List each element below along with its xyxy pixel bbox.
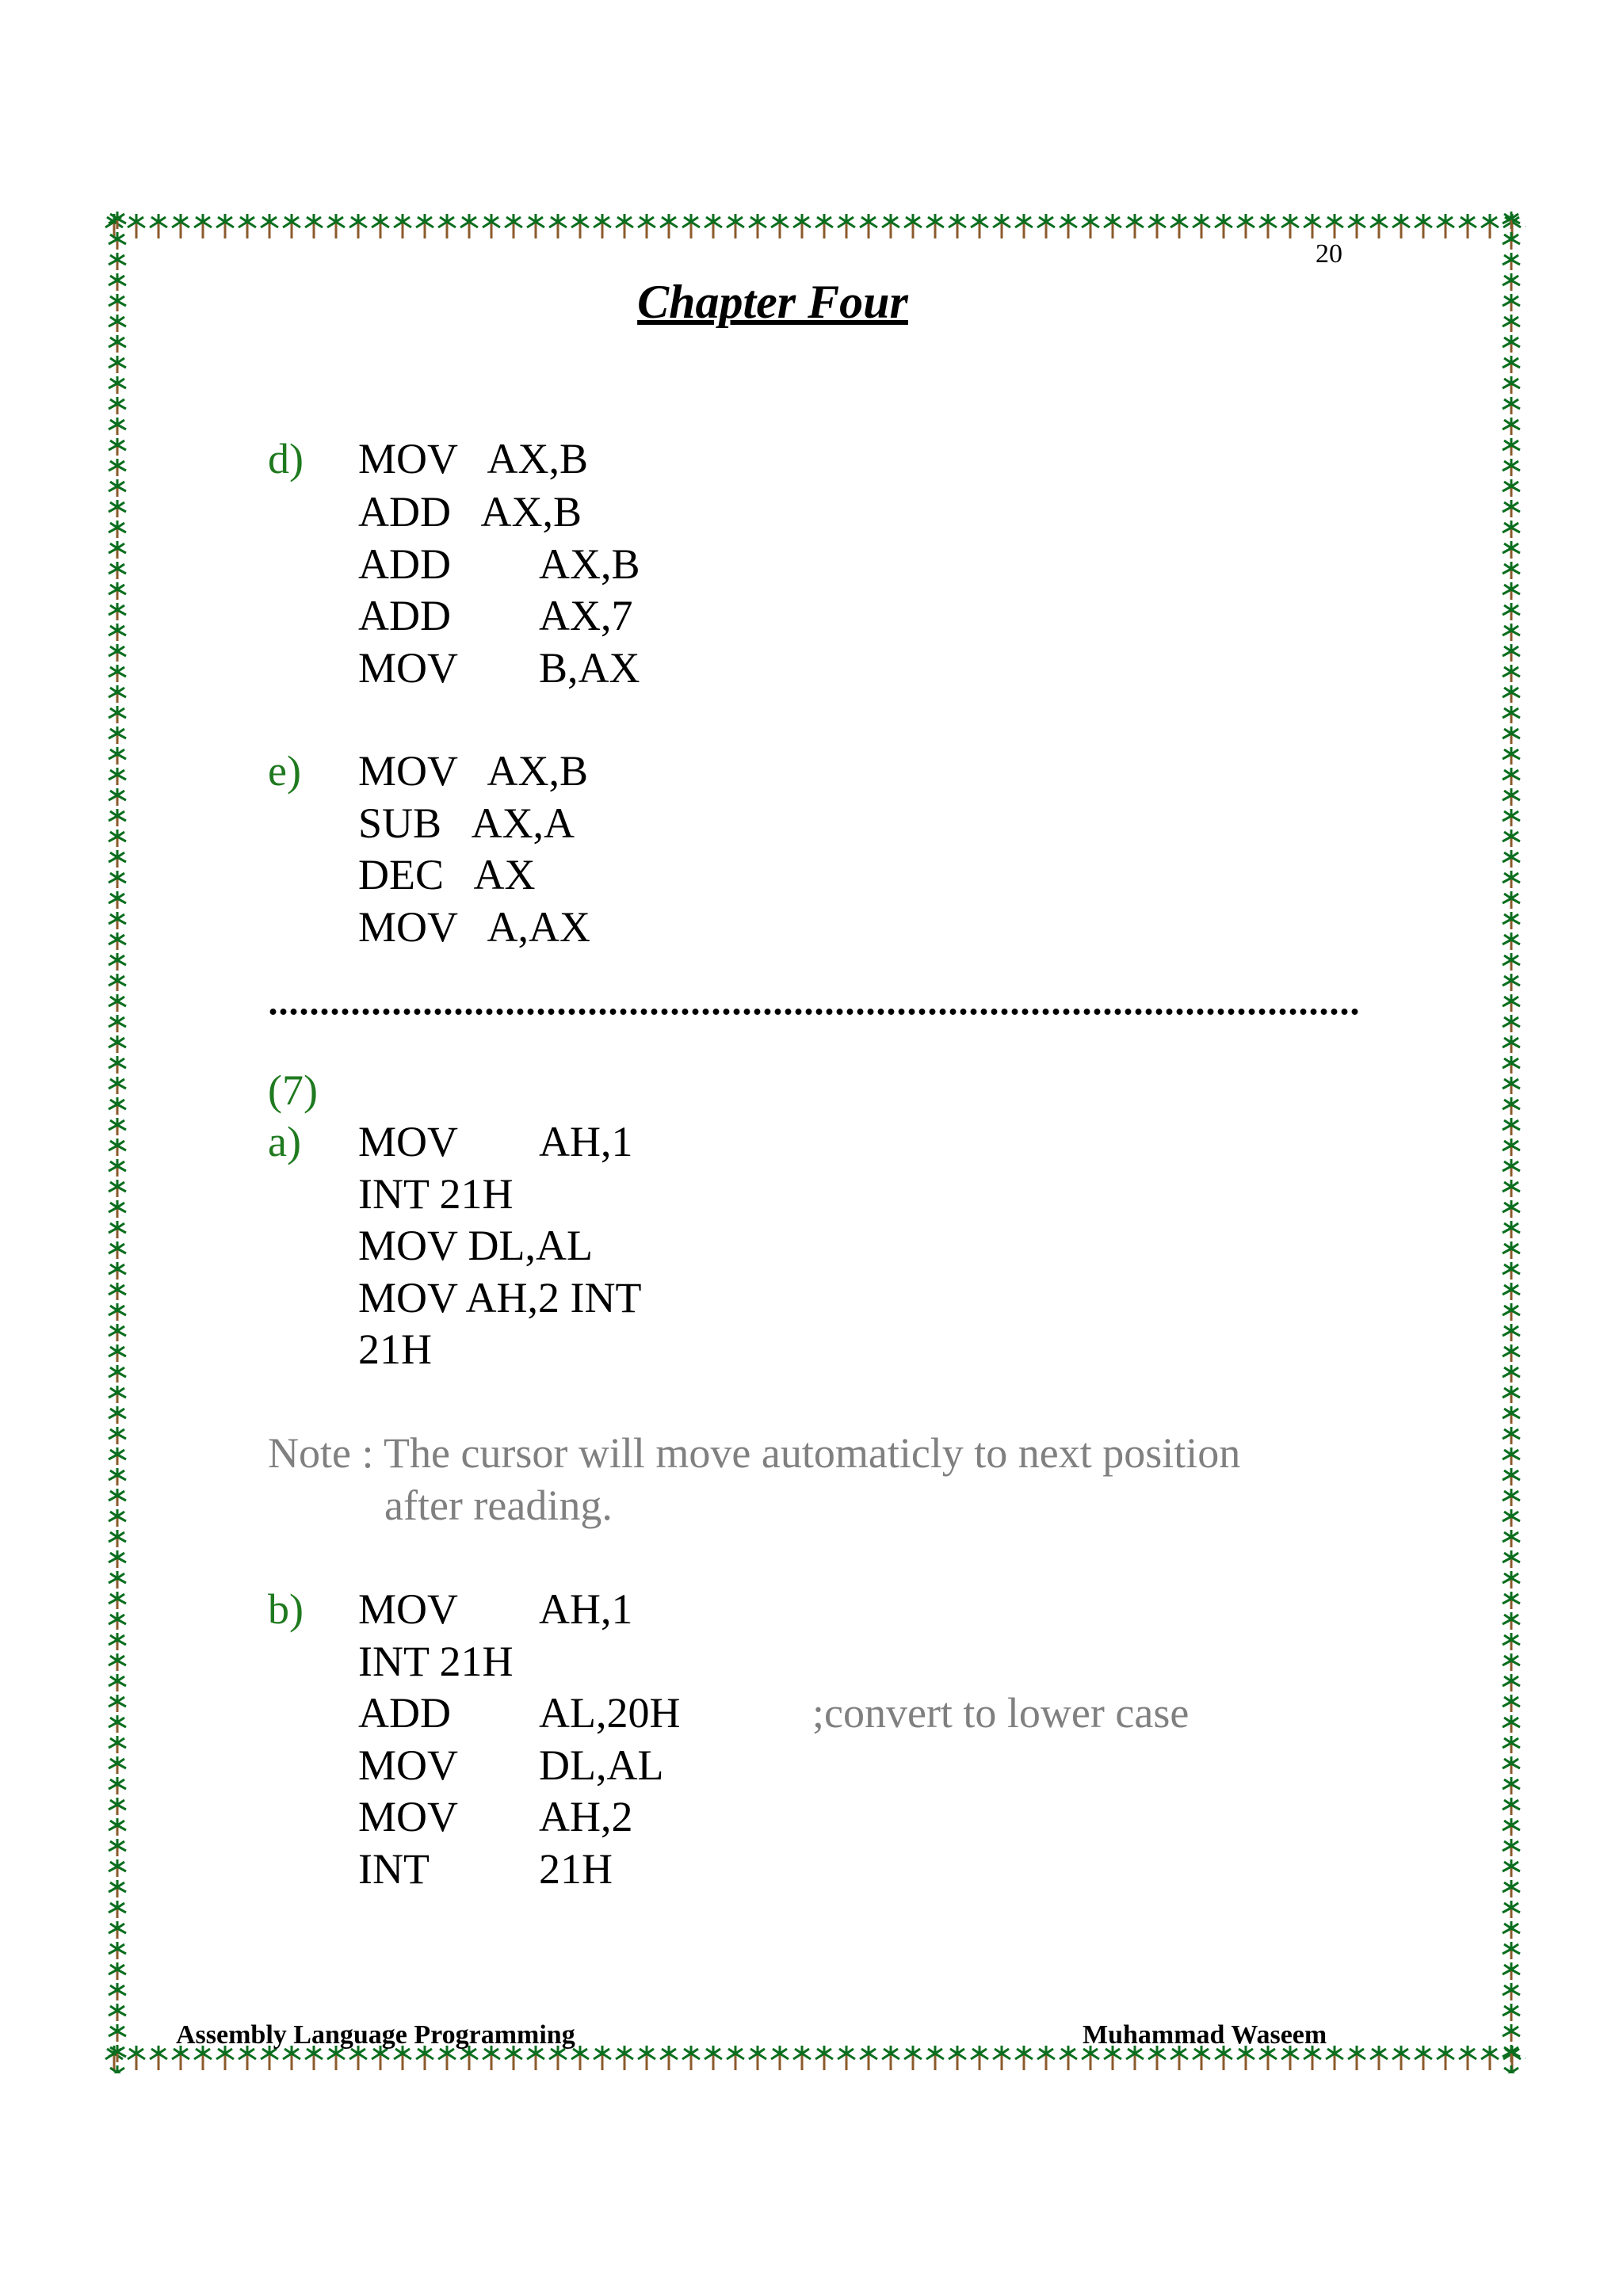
code-line: SUB AX,A bbox=[358, 799, 575, 847]
code-op: MOV bbox=[358, 1741, 459, 1789]
code-operand: AH,2 bbox=[539, 1793, 633, 1840]
part-b-label: b) bbox=[268, 1585, 304, 1633]
part-a-label: a) bbox=[268, 1118, 301, 1165]
footer-title: Assembly Language Programming bbox=[176, 2020, 575, 2050]
note-line-1: Note : The cursor will move automaticly to next position bbox=[268, 1429, 1241, 1477]
code-line: INT 21H bbox=[358, 1170, 514, 1218]
part-d-label: d) bbox=[268, 435, 304, 482]
palm-border-top bbox=[103, 210, 1526, 242]
part-e-label: e) bbox=[268, 747, 301, 795]
code-operand: 21H bbox=[539, 1845, 613, 1893]
code-op: MOV bbox=[358, 1118, 459, 1165]
palm-border-right bbox=[1497, 210, 1526, 2073]
code-operand: B,AX bbox=[539, 644, 640, 692]
code-op: MOV bbox=[358, 644, 459, 692]
code-op: ADD bbox=[358, 592, 451, 639]
note-line-2: after reading. bbox=[384, 1482, 613, 1529]
code-operand: AH,1 bbox=[539, 1585, 633, 1633]
code-line: DEC AX bbox=[358, 851, 536, 898]
palm-tree-border bbox=[103, 210, 1526, 2073]
footer-author: Muhammad Waseem bbox=[1083, 2020, 1327, 2050]
code-line: MOV DL,AL bbox=[358, 1222, 593, 1269]
code-op: MOV bbox=[358, 1585, 459, 1633]
code-op: MOV bbox=[358, 1793, 459, 1840]
code-line: MOV AX,B bbox=[358, 435, 589, 482]
code-line: MOV A,AX bbox=[358, 903, 591, 951]
code-operand: AL,20H bbox=[539, 1689, 681, 1737]
code-line: 21H bbox=[358, 1325, 432, 1373]
code-comment: ;convert to lower case bbox=[812, 1689, 1190, 1737]
code-op: ADD bbox=[358, 1689, 451, 1737]
code-line: INT 21H bbox=[358, 1638, 514, 1685]
code-line: MOV AH,2 INT bbox=[358, 1274, 642, 1322]
code-operand: AX,7 bbox=[539, 592, 633, 639]
code-op: INT bbox=[358, 1845, 430, 1893]
code-operand: DL,AL bbox=[539, 1741, 664, 1789]
question-7-label: (7) bbox=[268, 1066, 318, 1114]
chapter-title: Chapter Four bbox=[637, 276, 908, 328]
code-op: ADD bbox=[358, 540, 451, 588]
code-operand: AH,1 bbox=[539, 1118, 633, 1165]
palm-border-left bbox=[103, 210, 132, 2073]
code-line: ADD AX,B bbox=[358, 488, 582, 536]
page-number: 20 bbox=[1316, 239, 1342, 269]
dotted-separator bbox=[268, 1008, 1361, 1016]
code-operand: AX,B bbox=[539, 540, 640, 588]
code-line: MOV AX,B bbox=[358, 747, 589, 795]
